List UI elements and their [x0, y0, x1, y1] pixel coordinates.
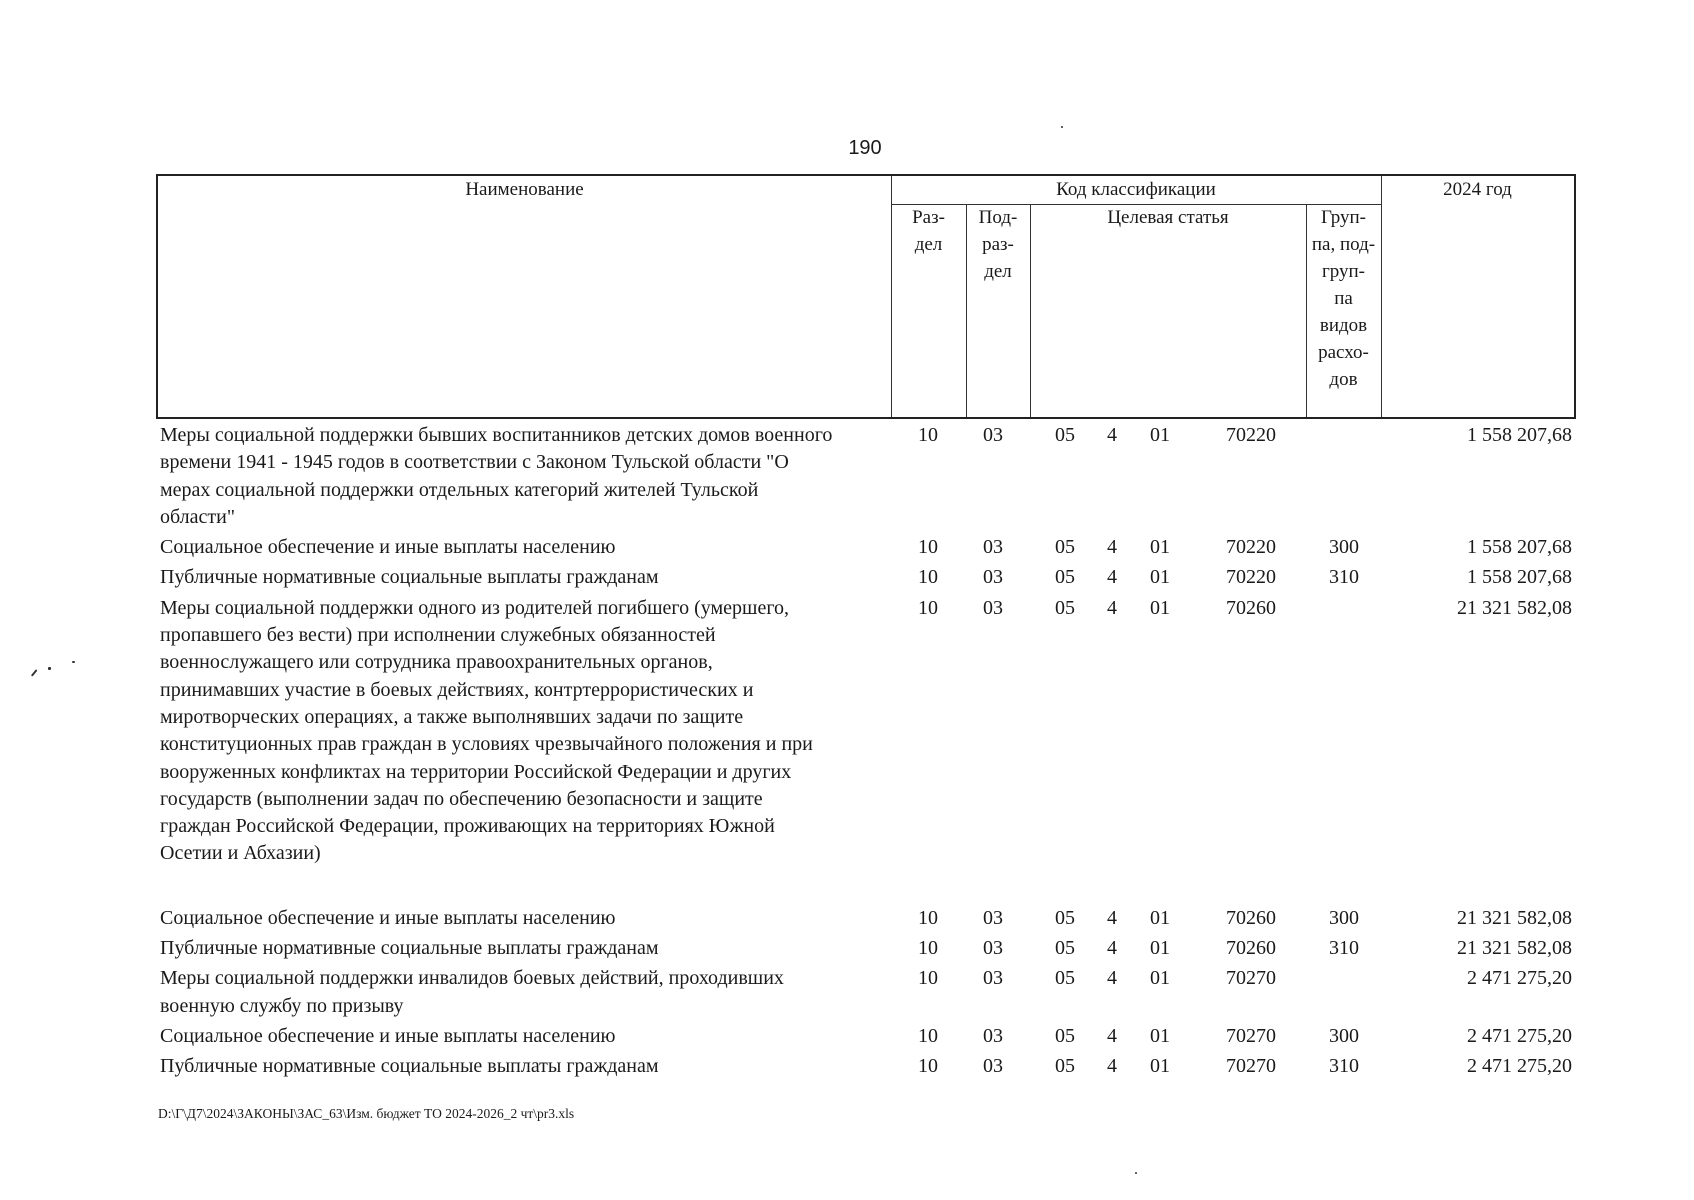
row-subsection: 03 — [983, 596, 1003, 619]
row-subsection: 03 — [983, 536, 1003, 559]
row-target-type: 4 — [1107, 906, 1117, 929]
row-target-program: 05 — [1055, 424, 1075, 446]
row-name: Меры социальной поддержки одного из родителей погибшего (умершего, пропавшего без вести) при исполнении служебных обязанностей военнослужащего или сотрудника правоохранительных органов, принимавших участие в боевых действиях, контртеррористических и миротворческих операциях, а также выполнявших задачи по защите конституционных прав граждан в условиях чрезвычайного положения и при вооруженных конфликтах на территории Российской Федерации и других государств (выполнении задач по обеспечению безопасности и защите граждан Российской Федерации, проживающих на территориях Южной Осетии и Абхазии) — [160, 596, 813, 865]
row-target-structure: 01 — [1150, 424, 1170, 446]
header-target-article: Целевая статья — [1107, 207, 1229, 228]
row-subsection: 03 — [983, 1055, 1003, 1078]
row-name: Социальное обеспечение и иные выплаты населению — [160, 536, 616, 559]
row-amount: 2 471 275,20 — [1467, 1055, 1572, 1078]
table-row — [156, 1053, 1576, 1080]
row-section: 10 — [918, 424, 938, 446]
row-target-structure: 01 — [1150, 906, 1170, 929]
row-target-direction: 70270 — [1226, 967, 1276, 990]
row-target-type: 4 — [1107, 1024, 1117, 1047]
header-divider — [1381, 176, 1382, 417]
row-target-structure: 01 — [1150, 937, 1170, 960]
row-name: Публичные нормативные социальные выплаты гражданам — [160, 566, 659, 589]
row-target-program: 05 — [1055, 967, 1075, 990]
row-subsection: 03 — [983, 1024, 1003, 1047]
row-subsection: 03 — [983, 906, 1003, 929]
table-row — [156, 965, 1576, 1020]
table-row — [156, 595, 1576, 868]
row-subsection: 03 — [983, 967, 1003, 990]
row-target-program: 05 — [1055, 906, 1075, 929]
row-target-program: 05 — [1055, 596, 1075, 619]
row-target-structure: 01 — [1150, 566, 1170, 589]
row-target-structure: 01 — [1150, 536, 1170, 559]
row-target-direction: 70270 — [1226, 1055, 1276, 1078]
row-target-direction: 70220 — [1226, 536, 1276, 559]
row-name: Социальное обеспечение и иные выплаты населению — [160, 906, 616, 929]
header-name: Наименование — [465, 179, 584, 200]
table-body — [156, 422, 1576, 1084]
header-subsection: Под- раз- дел — [978, 207, 1018, 282]
table-row — [156, 935, 1576, 962]
row-section: 10 — [918, 967, 938, 990]
row-group: 300 — [1329, 906, 1359, 929]
row-amount: 2 471 275,20 — [1467, 967, 1572, 990]
table-row — [156, 1023, 1576, 1050]
row-amount: 21 321 582,08 — [1457, 906, 1572, 929]
row-target-direction: 70270 — [1226, 1024, 1276, 1047]
row-target-type: 4 — [1107, 596, 1117, 619]
row-amount: 1 558 207,68 — [1467, 536, 1572, 559]
row-target-type: 4 — [1107, 937, 1117, 960]
row-target-type: 4 — [1107, 424, 1117, 446]
row-group: 310 — [1329, 937, 1359, 960]
row-name: Публичные нормативные социальные выплаты гражданам — [160, 1055, 659, 1078]
scan-mark — [48, 667, 51, 670]
file-path-footer: D:\Г\Д7\2024\ЗАКОНЫ\ЗАС_63\Изм. бюджет ТО 2024-2026_2 чт\pr3.xls — [158, 1106, 575, 1121]
row-target-type: 4 — [1107, 566, 1117, 589]
table-row — [156, 422, 1576, 531]
row-section: 10 — [918, 937, 938, 960]
table-header — [156, 174, 1576, 419]
row-section: 10 — [918, 536, 938, 559]
row-name: Меры социальной поддержки инвалидов боевых действий, проходивших военную службу по призыву — [160, 967, 784, 1017]
row-target-direction: 70220 — [1226, 566, 1276, 589]
row-target-structure: 01 — [1150, 1055, 1170, 1078]
row-amount: 2 471 275,20 — [1467, 1024, 1572, 1047]
row-amount: 1 558 207,68 — [1467, 424, 1572, 446]
scan-mark — [31, 669, 37, 676]
row-section: 10 — [918, 1024, 938, 1047]
row-target-program: 05 — [1055, 566, 1075, 589]
row-target-direction: 70220 — [1226, 424, 1276, 446]
scan-speck — [1061, 126, 1063, 128]
row-section: 10 — [918, 1055, 938, 1078]
row-group: 300 — [1329, 536, 1359, 559]
header-divider — [1030, 204, 1031, 417]
row-section: 10 — [918, 596, 938, 619]
row-name: Меры социальной поддержки бывших воспитанников детских домов военного времени 1941 - 1945 годов в соответствии с Законом Тульской области "О мерах социальной поддержки отдельных категорий жителей Тульской области" — [160, 424, 833, 528]
row-subsection: 03 — [983, 424, 1003, 446]
row-target-direction: 70260 — [1226, 937, 1276, 960]
row-name: Социальное обеспечение и иные выплаты населению — [160, 1024, 616, 1047]
table-row — [156, 534, 1576, 561]
row-target-type: 4 — [1107, 1055, 1117, 1078]
row-target-program: 05 — [1055, 536, 1075, 559]
page-number: 190 — [848, 137, 882, 159]
row-amount: 21 321 582,08 — [1457, 937, 1572, 960]
scan-mark — [72, 661, 75, 663]
row-section: 10 — [918, 566, 938, 589]
row-group: 310 — [1329, 1055, 1359, 1078]
table-row — [156, 905, 1576, 932]
row-target-program: 05 — [1055, 937, 1075, 960]
row-target-structure: 01 — [1150, 1024, 1170, 1047]
row-target-type: 4 — [1107, 967, 1117, 990]
row-target-program: 05 — [1055, 1055, 1075, 1078]
header-group: Груп- па, под- груп- па видов расхо- дов — [1311, 207, 1376, 390]
row-name: Публичные нормативные социальные выплаты гражданам — [160, 937, 659, 960]
row-target-structure: 01 — [1150, 596, 1170, 619]
row-target-structure: 01 — [1150, 967, 1170, 990]
row-amount: 1 558 207,68 — [1467, 566, 1572, 589]
row-target-direction: 70260 — [1226, 596, 1276, 619]
row-section: 10 — [918, 906, 938, 929]
row-subsection: 03 — [983, 566, 1003, 589]
row-subsection: 03 — [983, 937, 1003, 960]
row-group: 300 — [1329, 1024, 1359, 1047]
row-target-program: 05 — [1055, 1024, 1075, 1047]
header-classification: Код классификации — [1056, 179, 1216, 200]
header-section: Раз- дел — [912, 207, 945, 255]
row-amount: 21 321 582,08 — [1457, 596, 1572, 619]
row-target-type: 4 — [1107, 536, 1117, 559]
header-year: 2024 год — [1443, 179, 1512, 200]
row-target-direction: 70260 — [1226, 906, 1276, 929]
table-row — [156, 564, 1576, 591]
row-group: 310 — [1329, 566, 1359, 589]
scan-speck — [1135, 1172, 1137, 1174]
